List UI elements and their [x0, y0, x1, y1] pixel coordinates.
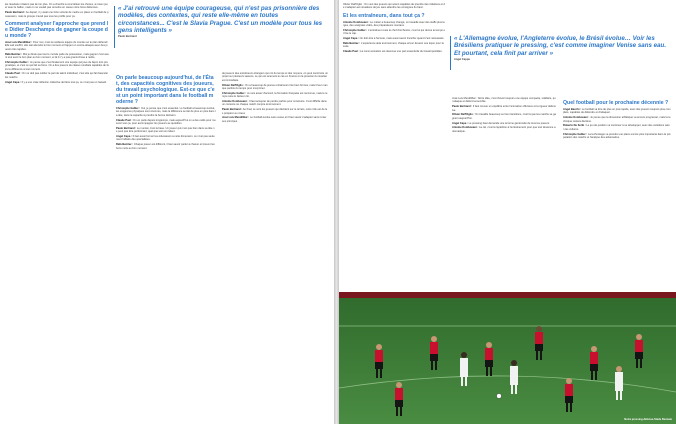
answer: Paulo Bertrand : Il faut trouver un équilibre entre l'animation offensive et la rigueur défensive.: [452, 105, 556, 112]
section-heading: On parle beaucoup aujourd'hui, de l'État, des capacités cognitives des joueurs, du travail psychologique. Est-ce que c'est un point important dans le football moderne ?: [116, 75, 215, 105]
pull-quote-right: [454, 35, 670, 61]
photo-caption: Notre pressing-défense-Stade Rennais: [624, 418, 672, 421]
answer: Christophe Galtier : Je suis assez d'accord, la formation française est reconnue, mais le temps reste le facteur clé.: [222, 91, 328, 99]
answer: Rafa Benítez : Chaque joueur est différent, il faut savoir parler à chacun et trouver les bons mots au bon moment.: [116, 143, 215, 150]
answer: Olivier Dall'Oglio : On a beaucoup de jeunes entraîneurs très bien formés, mais il leur manque parfois du temps pour s'exprimer.: [222, 83, 328, 91]
answer: Paulo Bertrand : Le mental, c'est la base. Un joueur qui n'est pas bien dans sa tête ne peut pas être performant, quel que soit son talent.: [116, 126, 215, 134]
answer: Claude Puel : On ne doit pas oublier la part de talent individuel, c'est elle qui fait basculer les matchs.: [5, 72, 109, 79]
right-column-1: [343, 3, 445, 289]
quote-rule: [114, 6, 115, 48]
answer: Angel Bacchi : Le football va être de plus en plus rapide, avec des joueurs toujours plus complets, capables de défendre et d'attaquer.: [563, 108, 671, 115]
pull-quote-author: Angel Cappa: [454, 57, 470, 61]
answer: Angel Capa : Il faut aussi former les éducateurs à cette dimension, ce n'est pas seulement l'affaire des spécialistes.: [116, 135, 215, 142]
paragraph: José Luis Mendilibar : Notre idée, c'est d'avoir toujours une équipe compacte, solidaire, qui attaque et défend ensemble.: [452, 97, 556, 104]
right-column-3: [563, 97, 671, 289]
answer: Christophe Galtier : L'entraîneur reste le chef d'orchestre, c'est lui qui donne le tempo et fixe le cap.: [343, 29, 445, 36]
pull-quote-text: « J'ai retrouvé une équipe courageuse, qui n'est pas prisonnière des modèles, des contextes, qui reste elle-même en toutes circonstances... C'est le Slavia Prague. C'est un modèle pour tous les gens intelligents »: [118, 5, 323, 34]
answer: Antoine Kombouaré : Il faut accepter de perdre parfois pour construire. C'est difficile dans un contexte où chaque match compte énormément.: [222, 100, 327, 107]
quote-rule: [450, 36, 451, 70]
answer: Paulo Bertrand : Au final, ce sont les joueurs qui décident sur le terrain, notre rôle est de les préparer au mieux.: [222, 108, 328, 115]
paragraph: les résultats n'étaient pas là non plus. On a cherché à concrétiser les choses, à mieux jouer avec le ballon, mais on ne voulait pas remettre en cause notre force défensive.: [5, 3, 108, 10]
paragraph: de joueurs des entraîneurs étrangers qui ont du temps et des moyens, on peut construire un projet sur plusieurs saisons, ce qui est rarement le cas en France où la pression du résultat est immédiate.: [222, 72, 328, 82]
answer: Christophe Galtier : Oui, je pense que c'est essentiel. Le football a beaucoup évolué, les exigences physiques sont énormes, mais la différence se fait de plus en plus dans la tête, dans la capacité à prendre la bonne décision.: [116, 107, 216, 117]
pull-quote-author: Paulo Bertrand: [118, 35, 137, 39]
answer: Olivier Dall'Oglio : On travaille beaucoup sur les transitions, c'est là que les matchs se gagnent aujourd'hui.: [452, 113, 556, 120]
answer: Angel Capa : Le pressing haut demande une énorme générosité de tous les joueurs.: [452, 121, 550, 125]
answer: Antoine Kombouaré : Le métier a beaucoup changé, on travaille avec des staffs plus larges, des analystes vidéo, des préparateurs mentaux.: [343, 20, 445, 28]
section-heading: Quel football pour le prochaine décennie ?: [563, 100, 669, 106]
answer: Claude Puel : La communication est devenue une part essentielle du travail quotidien.: [343, 50, 443, 54]
section-heading: Comment analyser l'approche que prend le Didier Deschamps de gagner la coupe du monde ?: [5, 21, 109, 40]
pull-quote-left: [118, 5, 326, 38]
answer: Christophe Galtier : La technologie va prendre une place encore plus importante dans la préparation des matchs et l'analyse des adversaires.: [563, 132, 671, 140]
answer: Antoine Kombouaré : Je pense que la dimension athlétique va encore progresser, mais la technique restera décisive.: [563, 116, 671, 123]
answer: Roberto De Zerbi : Le jeu de position va continuer à se développer, avec des variations selon les cultures.: [563, 124, 670, 131]
paragraph: Paulo Bertrand : Au départ, il y avait une forte volonté de mettre en place un football de possession, mais le groupe n'avait pas tous les profils pour ça.: [5, 11, 109, 18]
ball: [497, 394, 502, 399]
pull-quote-text: « L'Allemagne évolue, l'Angleterre évolue, le Brésil évolue… Voir les Brésiliens pratiquer le pressing, c'est comme imaginer Venise sans eau. Et pourtant, cela finit par arriver »: [454, 35, 667, 57]
paragraph: Olivier Dall'Oglio : On veut des joueurs qui soient capables de prendre des initiatives et de s'adapter aux situations de jeu sans attendre les consignes du banc.: [343, 3, 445, 10]
answer: José Luis Mendilibar : Le football évolue sans cesse et il faut savoir s'adapter sans renier ses principes.: [222, 116, 327, 123]
right-column-2: [452, 97, 556, 289]
answer: Rafa Benítez : Moi je dirais que tout le monde parle de possession, mais gagner c'est avant tout avoir le bon plan au bon moment, et là il n'y a pas grand-chose à redire.: [5, 52, 109, 60]
answer: Antoine Kombouaré : La clé, c'est la répétition à l'entraînement pour que tout devienne automatique.: [452, 126, 556, 133]
answer: Christophe Galtier : Je pense que c'est finalement une équipe qui joue de façon très pragmatique, et c'est ce qui fait sa force. On a des joueurs de classe mondiale capables de faire la différence à tout moment.: [5, 60, 109, 71]
answer: Angel Capa : On doit être à l'écoute, mais aussi savoir trancher quand c'est nécessaire.: [343, 37, 445, 41]
left-column-2: [116, 72, 216, 421]
answer: Rafa Benítez : L'expérience aide énormément, chaque erreur devient une leçon pour la suite.: [343, 42, 444, 49]
left-column-1: [5, 3, 109, 421]
football-match-illustration: [339, 292, 676, 424]
answer: José Luis Mendilibar : Pour moi, c'est la meilleure équipe du monde sur le plan défensif. Elle sait souffrir, elle sait attendre le bon moment et frapper en contre-attaque avec des joueurs très rapides.: [5, 41, 109, 51]
left-page: [0, 0, 334, 424]
match-photo: [339, 292, 676, 424]
right-page: [339, 0, 676, 424]
answer: Angel Capa : Il y a une vraie réflexion collective derrière tout ça, ce n'est pas un hasard.: [5, 80, 107, 84]
left-column-3: [222, 72, 328, 421]
section-heading: Et les entraîneurs, dans tout ça ?: [343, 12, 425, 19]
answer: Claude Puel : On en parle depuis longtemps, mais aujourd'hui on a des outils pour mesurer tout ça, pour accompagner les joueurs au quotidien.: [116, 118, 216, 126]
